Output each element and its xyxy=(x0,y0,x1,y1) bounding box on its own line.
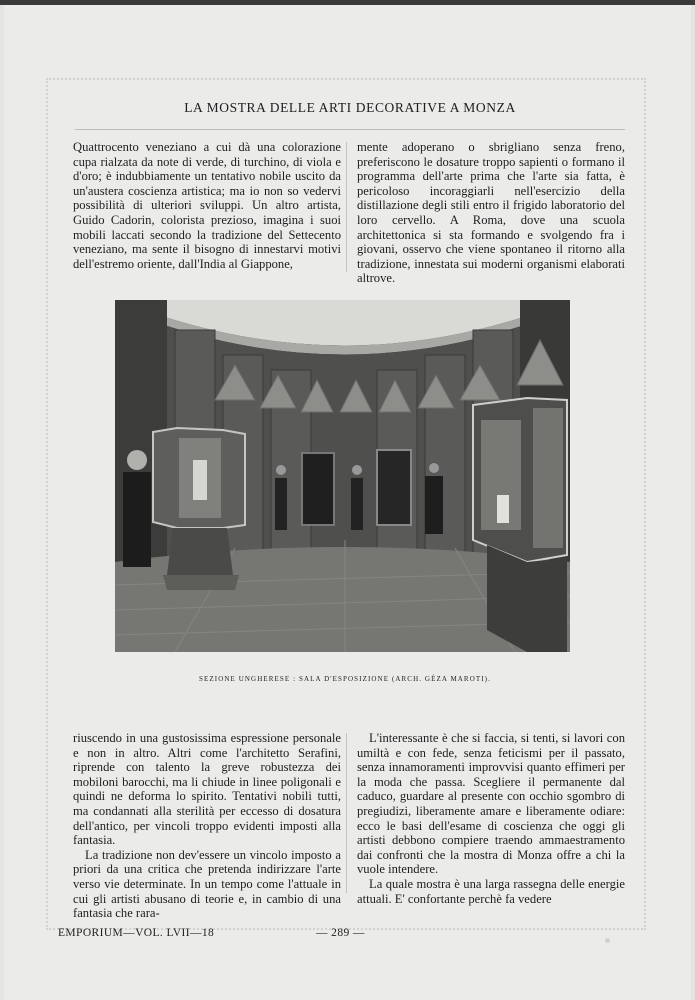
top-left-column xyxy=(73,140,341,271)
journal-footer: EMPORIUM—VOL. LVII—18 xyxy=(58,927,215,939)
bottom-column-divider xyxy=(346,733,347,893)
photo-caption: SEZIONE UNGHERESE : SALA D'ESPOSIZIONE (ARCH. GÉZA MAROTI). xyxy=(199,675,491,683)
top-column-divider xyxy=(346,142,347,272)
top-right-column xyxy=(357,140,625,286)
exhibition-hall-photo xyxy=(115,300,570,652)
bottom-right-paragraph-1: L'interessante è che si faccia, si tenti, si lavori con umiltà e con fede, senza feticismi per il passato, senza innamoramenti improvvisi quanto effimeri per la moda che passa. Scegliere il permanente dal caduco, guardare al presente con occhio sgombro di pregiudizi, liberamente amare e liberamente odiare: ecco le basi dell'esame di coscienza che oggi gli artisti debbono compiere traendo ammaestramento dai confronti che la mostra di Monza offre a chi la vuole intendere. xyxy=(357,731,625,877)
paper-spot xyxy=(605,938,610,943)
header-rule xyxy=(75,129,625,130)
top-left-paragraph: Quattrocento veneziano a cui dà una colorazione cupa rialzata da note di verde, di turchino, di viola e d'oro; è indubbiamente un tentativo nobile uscito da un'austera coscienza artistica; ma io non so vedervi possibilità di ulteriori sviluppi. Un altro artista, Guido Cadorin, colorista prezioso, imagina i suoi mobili laccati secondo la tradizione del Settecento veneziano, ma sente il bisogno di innestarvi motivi dell'estremo oriente, dall'India al Giappone, xyxy=(73,140,341,271)
top-right-paragraph: mente adoperano o sbrigliano senza freno, preferiscono le dosature troppo sapienti o formano il programma dell'arte prima che l'arte sia fatta, è pericoloso incoraggiarli nell'esercizio della distillazione degli stili entro il frigido laboratorio del loro cervello. A Roma, dove una scuola architettonica si sta formando e svolgendo fra i giovani, osservo che viene spontaneo il ritorno alla tradizione, innestata sui moderni organismi elaborati altrove. xyxy=(357,140,625,286)
bottom-right-column xyxy=(357,731,625,906)
bottom-left-column xyxy=(73,731,341,921)
running-header: LA MOSTRA DELLE ARTI DECORATIVE A MONZA xyxy=(184,100,516,115)
bottom-left-paragraph-2: La tradizione non dev'essere un vincolo imposto a priori da una critica che pretenda indirizzare l'arte verso vie determinate. In un tempo come l'attuale in cui gli artisti abusano di teorie e, in cambio di una fantasia che rara- xyxy=(73,847,341,921)
bottom-right-paragraph-2: La quale mostra è una larga rassegna delle energie attuali. E' confortante perchè fa vedere xyxy=(357,876,625,906)
page-number: — 289 — xyxy=(316,927,365,939)
bottom-left-paragraph-1: riuscendo in una gustosissima espressione personale e non in altro. Altri come l'architetto Serafini, riprende con talento la greve robustezza dei mobiloni barocchi, ma li chiude in linee poligonali e quindi ne deforma lo spirito. Tentativi nobili tutti, ma condannati alla sterilità per eccesso di dosatura dell'antico, per vincoli troppo evidenti imposti alla fantasia. xyxy=(73,731,341,848)
